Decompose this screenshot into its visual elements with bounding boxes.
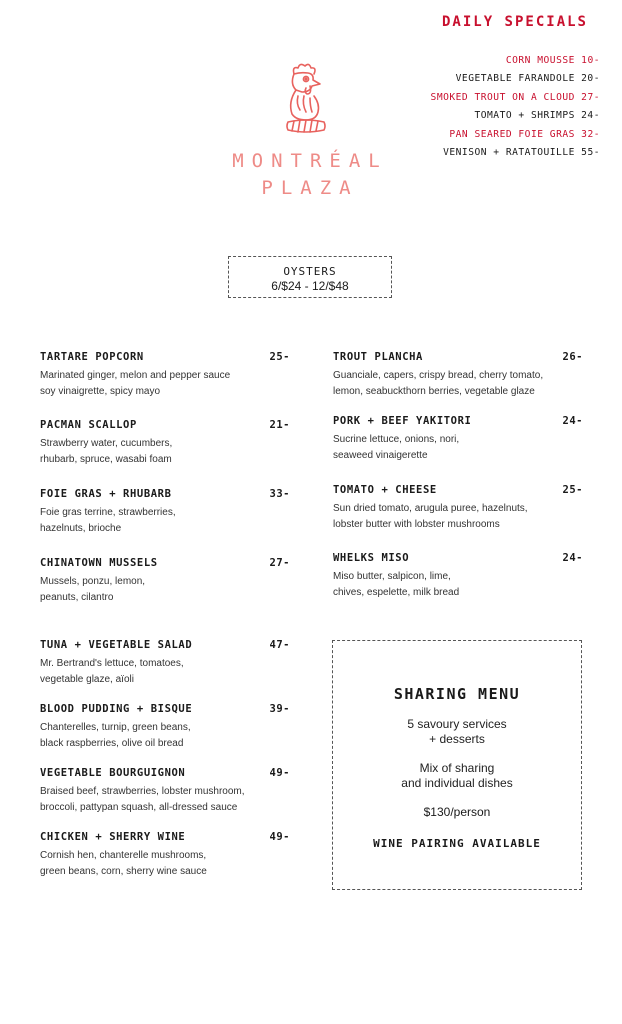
menu-item-price: 24- <box>562 552 583 564</box>
menu-item-name: TARTARE POPCORN <box>40 351 144 363</box>
menu-item-price: 27- <box>269 557 290 569</box>
oysters-box <box>228 256 392 298</box>
oysters-price: 6/$24 - 12/$48 <box>271 279 349 293</box>
menu-item-name: FOIE GRAS + RHUBARB <box>40 488 172 500</box>
menu-item-description: Sucrine lettuce, onions, nori, seaweed vinaigerette <box>333 434 460 461</box>
sharing-menu-line: 5 savoury services <box>407 717 507 731</box>
menu-item-price: 21- <box>269 419 290 431</box>
sharing-menu-line: and individual dishes <box>401 776 513 790</box>
wine-pairing-label: WINE PAIRING AVAILABLE <box>373 837 541 850</box>
oysters-title: OYSTERS <box>283 265 337 278</box>
daily-special-item: TOMATO + SHRIMPS 24- <box>474 110 600 122</box>
menu-item-name: WHELKS MISO <box>333 552 410 564</box>
sharing-menu-box <box>332 640 582 890</box>
daily-special-item: PAN SEARED FOIE GRAS 32- <box>449 128 600 140</box>
menu-item-description: Strawberry water, cucumbers, rhubarb, spruce, wasabi foam <box>40 438 173 465</box>
menu-item-description: Chanterelles, turnip, green beans, black raspberries, olive oil bread <box>40 722 191 749</box>
rooster-logo-icon <box>270 62 342 142</box>
daily-specials-title: DAILY SPECIALS <box>441 14 588 30</box>
menu-item-name: TROUT PLANCHA <box>333 351 423 363</box>
menu-item-name: TUNA + VEGETABLE SALAD <box>40 639 193 651</box>
menu-item-name: BLOOD PUDDING + BISQUE <box>40 703 193 715</box>
menu-item-price: 24- <box>562 415 583 427</box>
menu-item-name: CHINATOWN MUSSELS <box>40 557 158 569</box>
daily-special-item: SMOKED TROUT ON A CLOUD 27- <box>430 91 600 103</box>
brand-name-line2: PLAZA <box>261 177 359 199</box>
menu-item-price: 25- <box>562 484 583 496</box>
menu-item-price: 49- <box>269 831 290 843</box>
menu-item-name: CHICKEN + SHERRY WINE <box>40 831 186 843</box>
menu-item-description: Sun dried tomato, arugula puree, hazelnuts, lobster butter with lobster mushrooms <box>333 503 528 530</box>
daily-special-item: CORN MOUSSE 10- <box>505 55 600 66</box>
brand-name-line1: MONTRÉAL <box>232 150 388 172</box>
menu-item-price: 25- <box>269 351 290 363</box>
menu-item-description: Miso butter, salpicon, lime, chives, espelette, milk bread <box>333 571 460 598</box>
menu-item-description: Marinated ginger, melon and pepper sauce soy vinaigrette, spicy mayo <box>40 370 231 397</box>
sharing-menu-title: SHARING MENU <box>393 685 521 703</box>
daily-specials-list <box>340 52 600 162</box>
menu-item-name: VEGETABLE BOURGUIGNON <box>40 767 186 779</box>
sharing-menu-price: $130/person <box>423 805 491 819</box>
menu-item-description: Foie gras terrine, strawberries, hazelnuts, brioche <box>40 507 176 534</box>
daily-special-item: VEGETABLE FARANDOLE 20- <box>455 73 600 85</box>
menu-item-description: Cornish hen, chanterelle mushrooms, green beans, corn, sherry wine sauce <box>40 850 207 877</box>
sharing-menu-line: Mix of sharing <box>419 761 495 775</box>
sharing-menu-line: + desserts <box>429 732 485 746</box>
menu-item-description: Guanciale, capers, crispy bread, cherry tomato, lemon, seabuckthorn berries, vegetable glaze <box>333 370 544 397</box>
menu-item-description: Mussels, ponzu, lemon, peanuts, cilantro <box>40 576 146 603</box>
menu-item-name: TOMATO + CHEESE <box>333 484 437 496</box>
menu-item-price: 49- <box>269 767 290 779</box>
menu-item-price: 33- <box>269 488 290 500</box>
menu-item-price: 26- <box>562 351 583 363</box>
menu-item-price: 47- <box>269 639 290 651</box>
menu-item-price: 39- <box>269 703 290 715</box>
menu-item-description: Mr. Bertrand's lettuce, tomatoes, vegetable glaze, aïoli <box>40 658 184 685</box>
menu-item-name: PACMAN SCALLOP <box>40 419 137 431</box>
menu-item-description: Braised beef, strawberries, lobster mushroom, broccoli, pattypan squash, all-dressed sauce <box>40 786 245 813</box>
menu-item-name: PORK + BEEF YAKITORI <box>333 415 472 427</box>
daily-special-item: VENISON + RATATOUILLE 55- <box>443 147 600 159</box>
